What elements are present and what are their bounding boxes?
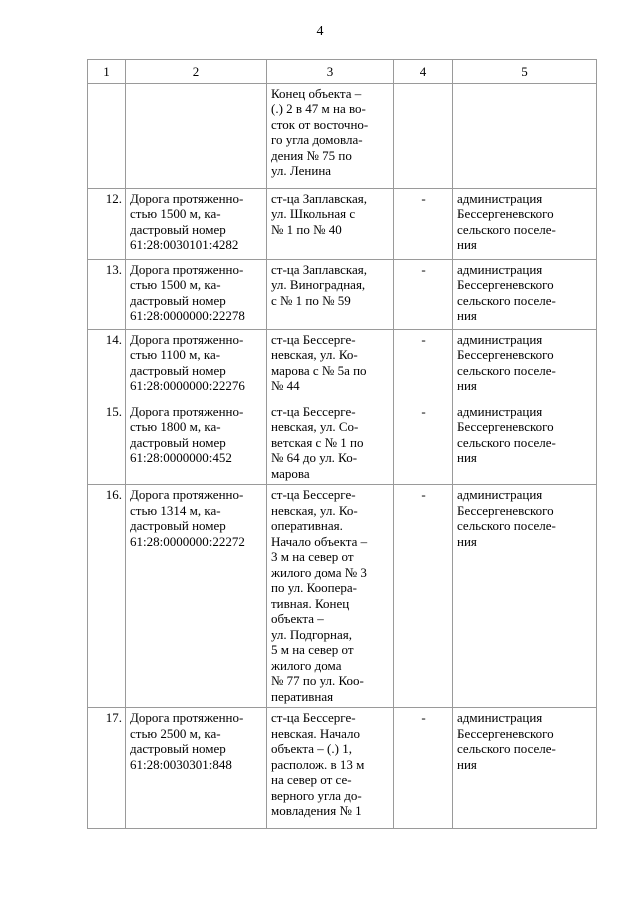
table-row-continuation (88, 83, 597, 188)
column-header-3: 3 (267, 60, 394, 84)
cell-location: Конец объекта – (.) 2 в 47 м на во- сток от восточно- го угла домовла- дения № 75 по ул. Ленина (267, 83, 394, 188)
table-row (88, 188, 597, 259)
cell-col4: - (394, 329, 453, 401)
column-header-4: 4 (394, 60, 453, 84)
cell-col4: - (394, 708, 453, 829)
cell-col4 (394, 83, 453, 188)
cell-number: 17. (88, 708, 126, 829)
cell-location: ст-ца Бессерге- невская, ул. Со- ветская с № 1 по № 64 до ул. Ко- марова (267, 401, 394, 485)
cell-object: Дорога протяженно- стью 2500 м, ка- дастровый номер 61:28:0030301:848 (126, 708, 267, 829)
cell-object: Дорога протяженно- стью 1800 м, ка- дастровый номер 61:28:0000000:452 (126, 401, 267, 485)
table-header-row (88, 60, 597, 84)
cell-owner: администрация Бессергеневского сельского поселе- ния (453, 708, 597, 829)
cell-object: Дорога протяженно- стью 1314 м, ка- дастровый номер 61:28:0000000:22272 (126, 485, 267, 708)
column-header-2: 2 (126, 60, 267, 84)
cell-owner: администрация Бессергеневского сельского поселе- ния (453, 485, 597, 708)
cell-owner: администрация Бессергеневского сельского поселе- ния (453, 401, 597, 485)
cell-number: 13. (88, 259, 126, 329)
cell-object: Дорога протяженно- стью 1500 м, ка- дастровый номер 61:28:0000000:22278 (126, 259, 267, 329)
table-row (88, 708, 597, 829)
cell-object: Дорога протяженно- стью 1500 м, ка- дастровый номер 61:28:0030101:4282 (126, 188, 267, 259)
cell-location: ст-ца Бессерге- невская, ул. Ко- марова с № 5а по № 44 (267, 329, 394, 401)
cell-owner (453, 83, 597, 188)
cell-col4: - (394, 188, 453, 259)
cell-location: ст-ца Заплавская, ул. Виноградная, с № 1 по № 59 (267, 259, 394, 329)
column-header-5: 5 (453, 60, 597, 84)
cell-number: 12. (88, 188, 126, 259)
table-row (88, 401, 597, 485)
cell-location: ст-ца Заплавская, ул. Школьная с № 1 по № 40 (267, 188, 394, 259)
cell-location: ст-ца Бессерге- невская, ул. Ко- оперативная. Начало объекта – 3 м на север от жилого дома № 3 по ул. Коопера- тивная. Конец объекта – ул. Подгорная, 5 м на север от жилого дома № 77 по ул. Коо- перативная (267, 485, 394, 708)
cell-object (126, 83, 267, 188)
cell-owner: администрация Бессергеневского сельского поселе- ния (453, 329, 597, 401)
cell-col4: - (394, 259, 453, 329)
cell-number: 16. (88, 485, 126, 708)
cell-number: 15. (88, 401, 126, 485)
cell-owner: администрация Бессергеневского сельского поселе- ния (453, 188, 597, 259)
property-table (87, 59, 597, 829)
cell-location: ст-ца Бессерге- невская. Начало объекта – (.) 1, располож. в 13 м на север от се- верного угла до- мовладения № 1 (267, 708, 394, 829)
cell-object: Дорога протяженно- стью 1100 м, ка- дастровый номер 61:28:0000000:22276 (126, 329, 267, 401)
cell-number (88, 83, 126, 188)
table-row (88, 259, 597, 329)
table-row (88, 485, 597, 708)
cell-col4: - (394, 401, 453, 485)
cell-number: 14. (88, 329, 126, 401)
table-row (88, 329, 597, 401)
cell-col4: - (394, 485, 453, 708)
page-number: 4 (316, 24, 324, 39)
column-header-1: 1 (88, 60, 126, 84)
cell-owner: администрация Бессергеневского сельского поселе- ния (453, 259, 597, 329)
